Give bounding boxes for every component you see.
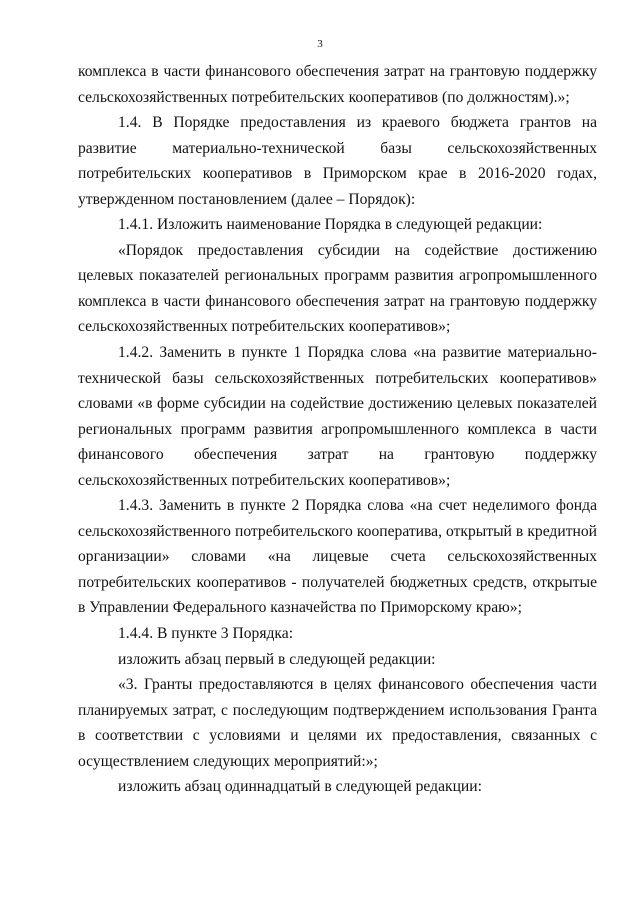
paragraph-1-4-1: 1.4.1. Изложить наименование Порядка в следующей редакции: bbox=[118, 216, 543, 234]
paragraph-eleventh-abzac-instruction: изложить абзац одиннадцатый в следующей редакции: bbox=[118, 778, 482, 796]
paragraph-1-4-4: 1.4.4. В пункте 3 Порядка: bbox=[118, 625, 294, 643]
page-number: 3 bbox=[317, 38, 323, 50]
paragraph-item-3-quote: «3. Гранты предоставляются в целях финансового обеспечения части планируемых затрат, с последующим подтверждением использования Гранта в соответствии с условиями и целями их предоставления, связанных с осуществлением следующих мероприятий:»; bbox=[78, 676, 597, 770]
paragraph-first-abzac-instruction: изложить абзац первый в следующей редакции: bbox=[118, 650, 436, 668]
document-body bbox=[78, 59, 597, 800]
paragraph-new-title-quote: «Порядок предоставления субсидии на содействие достижению целевых показателей региональных программ развития агропромышленного комплекса в части финансового обеспечения затрат на грантовую поддержку сельскохозяйственных потребительских кооперативов»; bbox=[78, 241, 597, 336]
paragraph-1-4-2: 1.4.2. Заменить в пункте 1 Порядка слова «на развитие материально-технической базы сельскохозяйственных потребительских кооперативов» словами «в форме субсидии на содействие достижению целевых показателей региональных программ развития агропромышленного комплекса в части финансового обеспечения затрат на грантовую поддержку сельскохозяйственных потребительских кооперативов»; bbox=[78, 344, 597, 489]
paragraph-1-4-3: 1.4.3. Заменить в пункте 2 Порядка слова «на счет неделимого фонда сельскохозяйственного потребительского кооператива, открытый в кредитной организации» словами «на лицевые счета сельскохозяйственных потребительских кооперативов - получателей бюджетных средств, открытые в Управлении Федерального казначейства по Приморскому краю»; bbox=[78, 497, 597, 617]
paragraph-1-4: 1.4. В Порядке предоставления из краевого бюджета грантов на развитие материально-технической базы сельскохозяйственных потребительских кооперативов в Приморском крае в 2016-2020 годах, утвержденном постановлением (далее – Порядок): bbox=[78, 114, 597, 208]
paragraph-continuation: комплекса в части финансового обеспечения затрат на грантовую поддержку сельскохозяйственных потребительских кооперативов (по должностям).»; bbox=[78, 63, 597, 106]
